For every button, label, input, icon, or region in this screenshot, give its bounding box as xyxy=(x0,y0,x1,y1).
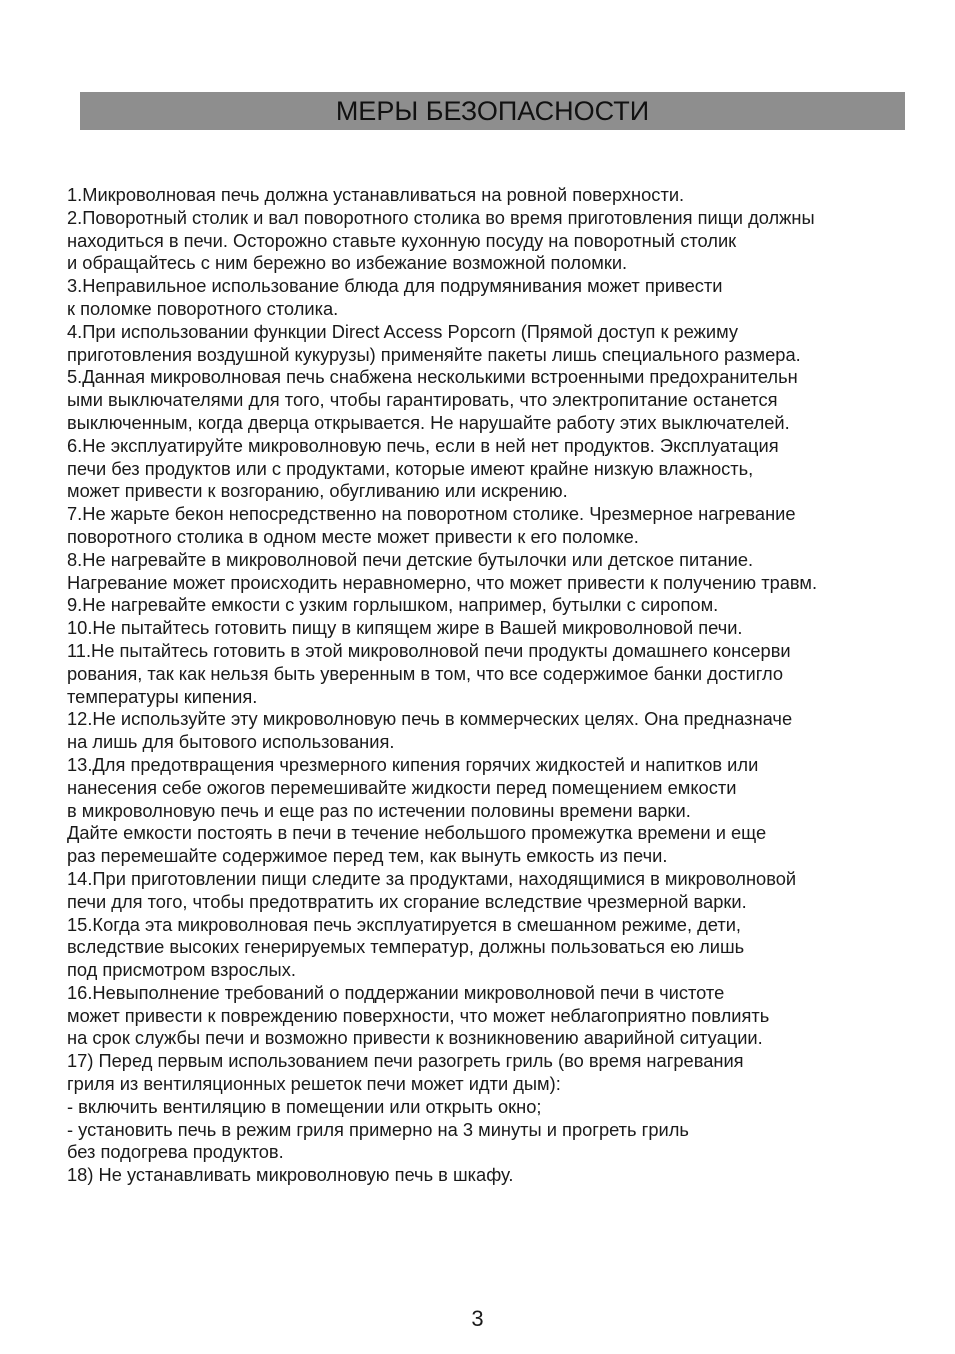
text-line: 17) Перед первым использованием печи разогреть гриль (во время нагревания xyxy=(67,1050,744,1072)
text-line: 13.Для предотвращения чрезмерного кипения горячих жидкостей и напитков или xyxy=(67,753,759,775)
text-line: Дайте емкости постоять в печи в течение небольшого промежутка времени и еще xyxy=(67,822,767,844)
text-line: нанесения себе ожогов перемешивайте жидкости перед помещением емкости xyxy=(67,776,737,798)
safety-instructions-text xyxy=(67,184,947,1187)
text-line: может привести к повреждению поверхности, что может неблагоприятно повлиять xyxy=(67,1004,770,1026)
text-line: печи для того, чтобы предотвратить их сгорание вследствие чрезмерной варки. xyxy=(67,890,747,912)
text-line: 5.Данная микроволновая печь снабжена несколькими встроенными предохранительн xyxy=(67,366,798,388)
text-line: может привести к возгоранию, обугливанию или искрению. xyxy=(67,480,568,502)
text-line: и обращайтесь с ним бережно во избежание возможной поломки. xyxy=(67,252,628,274)
text-line: 2.Поворотный столик и вал поворотного столика во время приготовления пищи должны xyxy=(67,206,815,228)
text-line: приготовления воздушной кукурузы) применяйте пакеты лишь специального размера. xyxy=(67,343,801,365)
text-line: выключенным, когда дверца открывается. Не нарушайте работу этих выключателей. xyxy=(67,411,790,433)
text-line: 16.Невыполнение требований о поддержании микроволновой печи в чистоте xyxy=(67,981,725,1003)
text-line: 8.Не нагревайте в микроволновой печи детские бутылочки или детское питание. xyxy=(67,548,754,570)
text-line: печи без продуктов или с продуктами, которые имеют крайне низкую влажность, xyxy=(67,457,754,479)
text-line: находиться в печи. Осторожно ставьте кухонную посуду на поворотный столик xyxy=(67,229,737,251)
text-line: ыми выключателями для того, чтобы гарантировать, что электропитание останется xyxy=(67,389,778,411)
text-line: 4.При использовании функции Direct Access Popcorn (Прямой доступ к режиму xyxy=(67,320,739,342)
text-line: 1.Микроволновая печь должна устанавливаться на ровной поверхности. xyxy=(67,184,685,205)
text-line: - установить печь в режим гриля примерно на 3 минуты и прогреть гриль xyxy=(67,1118,689,1140)
text-line: 18) Не устанавливать микроволновую печь в шкафу. xyxy=(67,1164,514,1186)
text-line: 11.Не пытайтесь готовить в этой микроволновой печи продукты домашнего консерви xyxy=(67,639,791,661)
text-line: - включить вентиляцию в помещении или открыть окно; xyxy=(67,1095,542,1117)
text-line: к поломке поворотного столика. xyxy=(67,297,339,319)
text-line: температуры кипения. xyxy=(67,685,258,707)
text-line: раз перемешайте содержимое перед тем, как вынуть емкость из печи. xyxy=(67,845,668,867)
text-line: 7.Не жарьте бекон непосредственно на поворотном столике. Чрезмерное нагревание xyxy=(67,503,796,525)
section-header-bar xyxy=(80,92,905,130)
text-line: 3.Неправильное использование блюда для подрумянивания может привести xyxy=(67,275,723,297)
text-line: на лишь для бытового использования. xyxy=(67,731,395,753)
text-line: гриля из вентиляционных решеток печи может идти дым): xyxy=(67,1073,561,1095)
text-line: 9.Не нагревайте емкости с узким горлышком, например, бутылки с сиропом. xyxy=(67,594,719,616)
text-line: 6.Не эксплуатируйте микроволновую печь, если в ней нет продуктов. Эксплуатация xyxy=(67,434,779,456)
text-line: 12.Не используйте эту микроволновую печь в коммерческих целях. Она предназначе xyxy=(67,708,793,730)
text-line: вследствие высоких генерируемых температур, должны пользоваться ею лишь xyxy=(67,936,745,958)
text-line: без подогрева продуктов. xyxy=(67,1141,284,1163)
text-line: под присмотром взрослых. xyxy=(67,959,296,981)
text-line: поворотного столика в одном месте может привести к его поломке. xyxy=(67,525,639,547)
text-line: 15.Когда эта микроволновая печь эксплуатируется в смешанном режиме, дети, xyxy=(67,913,742,935)
text-line: 14.При приготовлении пищи следите за продуктами, находящимися в микроволновой xyxy=(67,867,797,889)
text-line: в микроволновую печь и еще раз по истечении половины времени варки. xyxy=(67,799,691,821)
text-line: 10.Не пытайтесь готовить пищу в кипящем жире в Вашей микроволновой печи. xyxy=(67,617,743,639)
page-number: 3 xyxy=(471,1306,484,1331)
text-line: рования, так как нельзя быть уверенным в том, что все содержимое банки достигло xyxy=(67,662,784,684)
text-line: Нагревание может происходить неравномерно, что может привести к получению травм. xyxy=(67,571,818,593)
text-line: на срок службы печи и возможно привести к возникновению аварийной ситуации. xyxy=(67,1027,763,1049)
page-title: МЕРЫ БЕЗОПАСНОСТИ xyxy=(335,95,650,126)
